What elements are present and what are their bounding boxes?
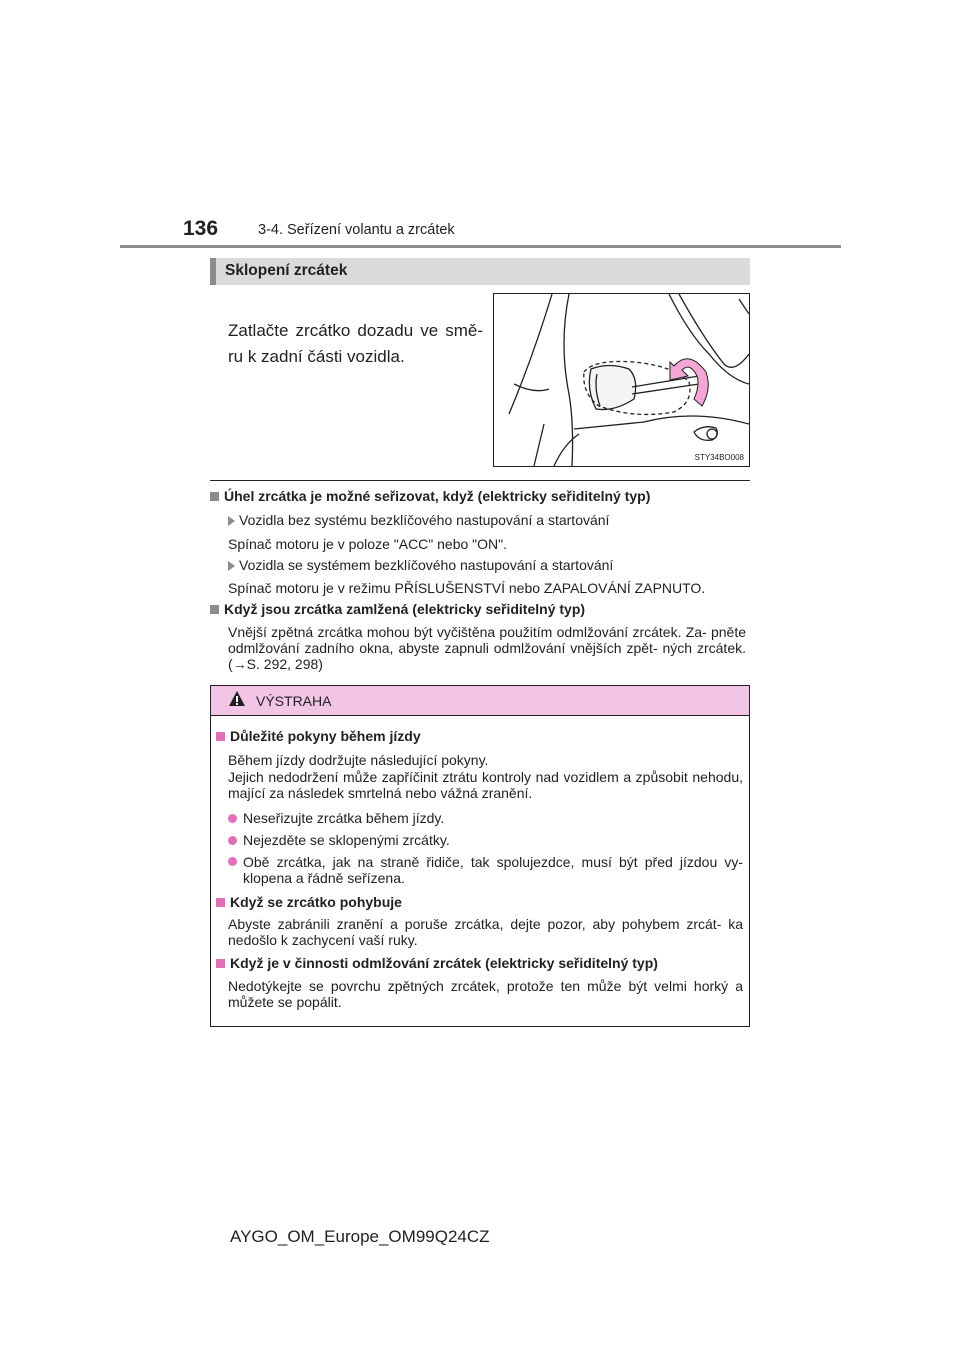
bullet-text: Neseřizujte zrcátka během jízdy. [243,810,445,826]
note-heading-1 [210,488,650,504]
note-heading-2 [210,601,585,617]
warning-box [210,685,750,1027]
divider [210,480,750,481]
bullet-dot-icon [228,857,237,866]
warning-bullet [228,810,743,826]
note-subitem [228,557,613,573]
warning-bullet [228,832,743,848]
note-subitem [228,512,609,528]
warning-title: Když se zrcátko pohybuje [230,894,402,910]
heading-title: Sklopení zrcátek [225,262,348,279]
warning-header [211,686,749,716]
warning-label: VÝSTRAHA [256,693,332,709]
note-title: Když jsou zrcátka zamlžená (elektricky seřiditelný typ) [224,601,586,617]
warning-icon [228,690,246,707]
bullet-square-icon [210,605,219,614]
heading-bar [210,258,750,285]
bullet-dot-icon [228,814,237,823]
bullet-square-icon [210,492,219,501]
intro-text: Zatlačte zrcátko dozadu ve smě- ru k zadní části vozidla. [228,321,483,366]
bullet-square-icon [216,732,225,741]
warning-heading-1 [216,728,731,744]
bullet-square-icon [216,959,225,968]
warning-title: Když je v činnosti odmlžování zrcátek (elektricky seřiditelný typ) [230,955,658,971]
heading-accent [210,258,216,285]
page-number: 136 [183,217,219,240]
bullet-dot-icon [228,836,237,845]
note-title: Úhel zrcátka je možné seřizovat, když (elektricky seřiditelný typ) [224,488,651,504]
bullet-square-icon [216,898,225,907]
section-title: 3-4. Seřízení volantu a zrcátek [258,222,455,238]
note-text: Vnější zpětná zrcátka mohou být vyčištěna použitím odmlžování zrcátek. Za- pněte odmlžování zadního okna, abyste zapnuli odmlžování vnějších zpět- ných zrcátek. (→S. 292, 298) [228,624,746,672]
mirror-figure [493,293,750,467]
footer-code: AYGO_OM_Europe_OM99Q24CZ [230,1227,490,1246]
figure-code: STY34BO008 [694,453,744,462]
note-text: Spínač motoru je v poloze "ACC" nebo "ON". [228,536,508,552]
warning-text: Během jízdy dodržujte následující pokyny. [228,752,489,768]
warning-title: Důležité pokyny během jízdy [230,728,421,744]
warning-heading-2 [216,894,731,910]
subitem-label: Vozidla se systémem bezklíčového nastupování a startování [239,557,614,573]
bullet-text: Obě zrcátka, jak na straně řidiče, tak spolujezdce, musí být před jízdou vy- klopena a řádně seřízena. [243,854,743,886]
bullet-text: Nejezděte se sklopenými zrcátky. [243,832,450,848]
warning-bullet [228,854,743,886]
subitem-label: Vozidla bez systému bezklíčového nastupování a startování [239,512,610,528]
warning-heading-3 [216,955,731,971]
warning-text: Jejich nedodržení může zapříčinit ztrátu kontroly nad vozidlem a způsobit nehodu, mající za následek smrtelná nebo vážná zranění. [228,769,743,801]
warning-text: Nedotýkejte se povrchu zpětných zrcátek, protože ten může být velmi horký a můžete se popálit. [228,978,743,1010]
arrow-right-icon [228,561,235,571]
note-text: Spínač motoru je v režimu PŘÍSLUŠENSTVÍ nebo ZAPALOVÁNÍ ZAPNUTO. [228,580,706,596]
header-rule [120,245,841,248]
arrow-right-icon [228,516,235,526]
mirror-fold-illustration-icon [494,294,749,466]
warning-text: Abyste zabránili zranění a poruše zrcátka, dejte pozor, aby pohybem zrcát- ka nedošlo k zachycení vaší ruky. [228,916,743,948]
